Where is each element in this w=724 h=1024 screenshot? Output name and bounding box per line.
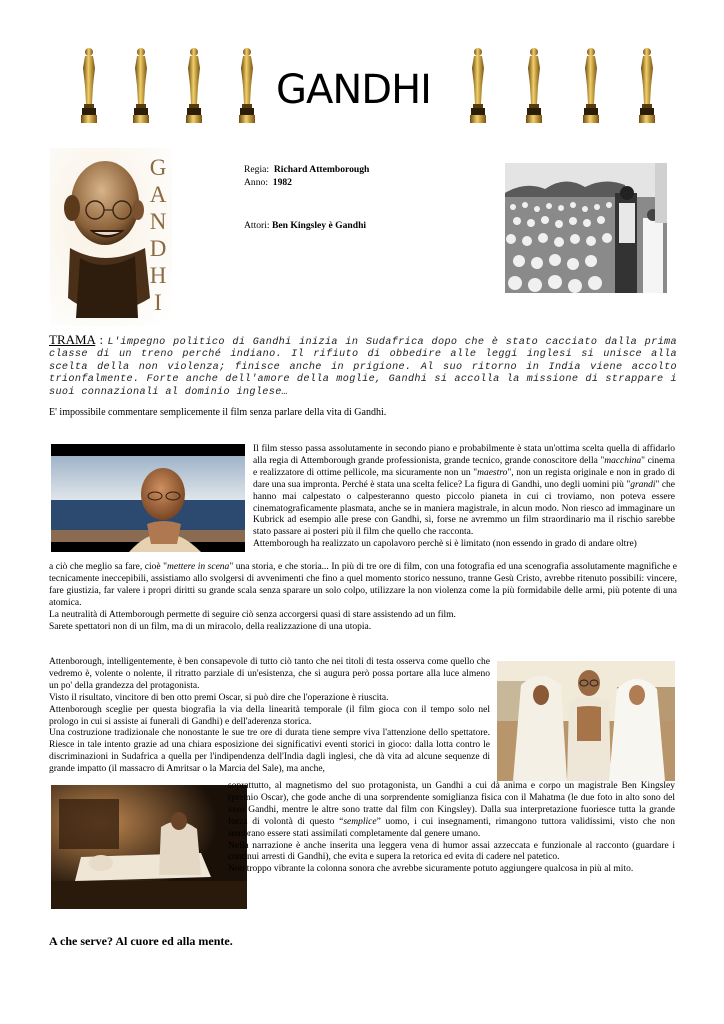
intro-line: E' impossibile commentare semplicemente il film senza parlare della vita di Gandhi. bbox=[49, 407, 387, 418]
trama-text: L'impegno politico di Gandhi inizia in Sudafrica dopo che è stato cacciato dalla prima classe di un treno perché indiano. Il rifiuto di obbedire alle leggi inglesi si unisce alla scelta della non violenza; finisce anche in prigione. Al suo ritorno in India viene accolto trionfalmente. Forte anche dell'amore della moglie, Gandhi si accolla la missione di strappare i suoi connazionali al dominio inglese… bbox=[49, 337, 677, 398]
oscar-statuette-icon bbox=[466, 46, 490, 124]
oscar-statuette-icon bbox=[235, 46, 259, 124]
review-paragraph-4: soprattutto, al magnetismo del suo protagonista, un Gandhi a cui dà anima e corpo un magistrale Ben Kingsley (premio Oscar), che gode anche di una sorprendente somiglianza fisica con il Mahatma (le due foto in alto sono del vero Gandhi, mentre le altre sono tratte dal film con Kingsley). Dalla sua interpretazione fuoriesce tutta la grande forza di volontà di questo “semplice” uomo, i cui insegnamenti, rimangono tuttora validissimi, visto che non sembrano essere stati assimilati completamente dal genere umano. Nella narrazione è anche inserita una leggera vena di humor assai azzeccata e funzionale al racconto (guardare i continui arresti di Gandhi), che evita e supera la retorica ed evita di cadere nel patetico. Non troppo vibrante la colonna sonora che avrebbe sicuramente potuto aggiungere qualcosa in più al mito. bbox=[228, 781, 675, 875]
oscar-statuette-icon bbox=[77, 46, 101, 124]
page-title: GANDHI bbox=[276, 67, 431, 113]
credit-year: Anno: 1982 bbox=[244, 177, 292, 188]
oscar-statuette-icon bbox=[579, 46, 603, 124]
closing-line: A che serve? Al cuore ed alla mente. bbox=[49, 934, 233, 948]
crowd-photo bbox=[505, 163, 667, 293]
review-paragraph-2: a ciò che meglio sa fare, cioè "mettere in scena" una storia, e che storia... In più di tre ore di film, con una fotografia ed una scenografia assolutamente magnifiche e tecnicamente ineccepibili, assistiamo allo svolgersi di avvenimenti che fino a quel momento storico nessuno, tranne Gesù Cristo, avrebbe ritenuto possibili: vincere, fare giustizia, far valere i propri diritti su grande scala senza sparare un solo colpo, utilizzare la non violenza come la più formidabile delle armi, più potente di una atomica. La neutralità di Attemborough permette di seguire ciò senza accorgersi quasi di stare assistendo ad un film. Sarete spettatori non di un film, ma di un miracolo, della realizzazione di una utopia. bbox=[49, 562, 678, 632]
film-still-walking bbox=[497, 661, 675, 781]
trama-heading: TRAMA bbox=[49, 332, 96, 347]
film-still-sea bbox=[51, 444, 245, 552]
credit-actors: Attori: Ben Kingsley è Gandhi bbox=[244, 220, 367, 231]
trama-section: TRAMA : L'impegno politico di Gandhi inizia in Sudafrica dopo che è stato cacciato dalla prima classe di un treno perché indiano. Il rifiuto di obbedire alle leggi inglesi si unisce alla scelta della non violenza; finisce anche in prigione. Al suo ritorno in India viene accolto trionfalmente. Forte anche dell'amore della moglie, Gandhi si accolla la missione di strappare i suoi connazionali al dominio inglese… bbox=[49, 332, 677, 398]
oscar-statuette-icon bbox=[635, 46, 659, 124]
gandhi-portrait bbox=[50, 148, 172, 326]
credit-director: Regia: Richard Attemborough bbox=[244, 164, 370, 175]
review-paragraph-1: Il film stesso passa assolutamente in secondo piano e probabilmente è stata un'ottima scelta quella di affidarlo alla regia di Attemborough grande professionista, grande tecnico, grande conoscitore della "macchina" cinema e realizzatore di ottime pellicole, ma sicuramente non un "maestro", non un regista originale e non in grado di dare una sua impronta. Perché è stata una scelta felice? La figura di Gandhi, uno degli uomini più "grandi" che hanno mai calpestato o calpesteranno questo piccolo pianeta in cui ci troviamo, non poteva essere cinematograficamente plasmata, anche se in maniera magistrale, in alcun modo. Non riesco ad immaginare un Kubrick ad esempio alle prese con Gandhi, sì, forse ne avremmo un film straordinario ma il rischio sarebbe stato passare ai posteri più il film che quello che racconta. Attemborough ha realizzato un capolavoro perchè si è limitato (non essendo in grado di andare oltre) bbox=[253, 444, 676, 550]
oscar-statuette-icon bbox=[522, 46, 546, 124]
oscar-statuette-icon bbox=[182, 46, 206, 124]
film-still-interior bbox=[51, 785, 247, 909]
portrait-vertical-lettering: G A N D H I bbox=[149, 155, 167, 315]
oscar-statuette-icon bbox=[129, 46, 153, 124]
review-paragraph-3: Attenborough, intelligentemente, è ben consapevole di tutto ciò tanto che nei titoli di testa osserva come quello che vedremo è, volente o nolente, il ritratto parziale di un'esistenza, che si augura però possa portare alla luce almeno un po' della grandezza del protagonista. Visto il risultato, vincitore di ben otto premi Oscar, si può dire che l'operazione è riuscita. Attenborough sceglie per questa biografia la via della linearità temporale (il film gioca con il tempo solo nel prologo in cui si assiste ai funerali di Gandhi) e dell'aderenza storica. Una costruzione tradizionale che nonostante le sue tre ore di durata tiene sempre viva l'attenzione dello spettatore. Riesce in tale intento grazie ad una chiara esposizione dei significativi eventi storici in gioco: dalla lotta contro le discriminazioni in Sudafrica a quella per l'indipendenza dell'India dagli inglesi, che dà vita ad alcune sequenze di grande impatto (il massacro di Amritsar o la Marcia del Sale), ma anche, bbox=[49, 657, 490, 775]
